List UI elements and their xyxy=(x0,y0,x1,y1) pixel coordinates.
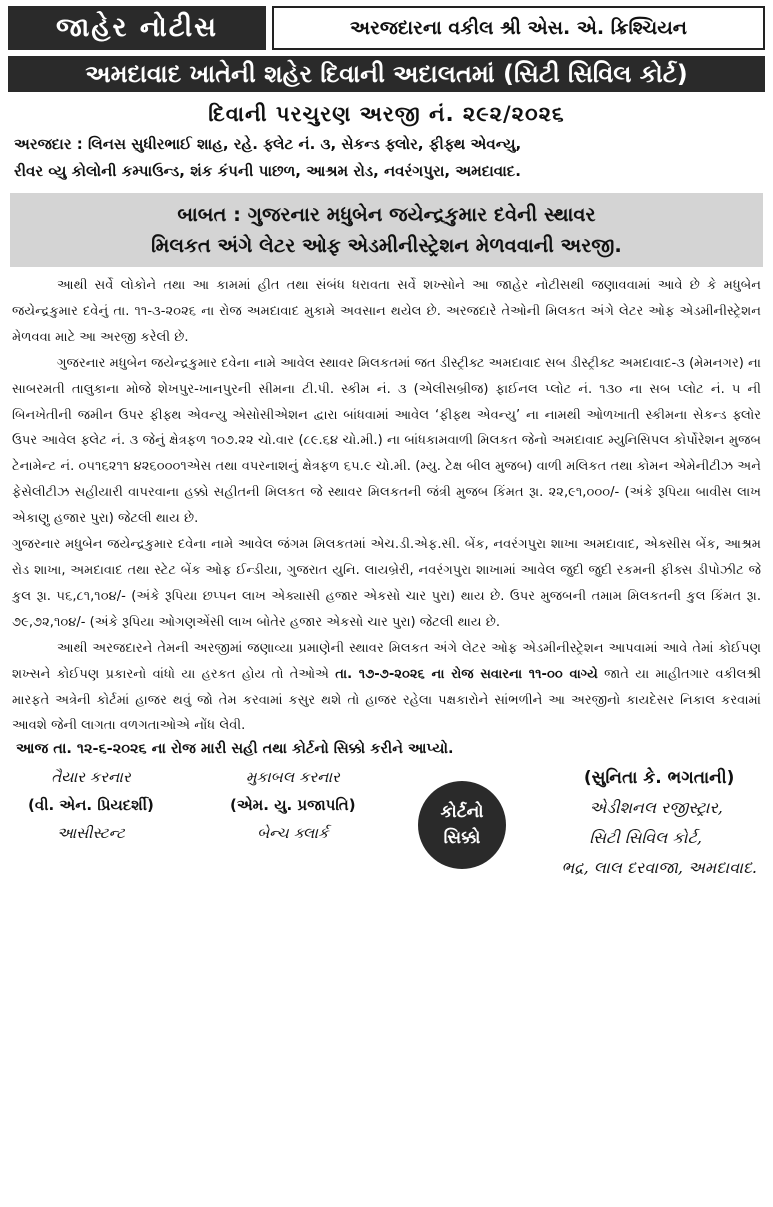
registrar-court: સિટી સિવિલ કોર્ટ, xyxy=(589,828,702,848)
prepared-by-role: આસીસ્ટન્ટ xyxy=(56,824,125,843)
dated-line: આજ તા. ૧૨-૬-૨૦૨૬ ના રોજ મારી સહી તથા કોર્ટનો સિક્કો કરીને આપ્યો. xyxy=(16,741,454,758)
compared-by-label: મુકાબલ કરનાર xyxy=(245,768,340,787)
registrar-name: (સુનિતા કે. ભગતાની) xyxy=(583,768,735,789)
seal-line-2: સિક્કો xyxy=(443,828,481,849)
applicant-line-2: રીવર વ્યુ કોલોની કમ્પાઉન્ડ, શંક કંપની પાછળ, આશ્રમ રોડ, નવરંગપુરા, અમદાવાદ. xyxy=(14,162,521,180)
applicant-line-1: અરજદાર : લિનસ સુધીરભાઈ શાહ, રહે. ફ્લેટ નં. ૩, સેકન્ડ ફ્લોર, ફીફ્થ એવન્યુ, xyxy=(14,135,522,153)
body-paragraph-4 xyxy=(12,636,761,740)
registrar-signature xyxy=(561,763,757,883)
prepared-by-label: તૈયાર કરનાર xyxy=(51,768,131,787)
subject-line-1: બાબત : ગુજરનાર મધુબેન જયેન્દ્રકુમાર દવેની સ્થાવર xyxy=(177,203,596,226)
prepared-by-name: (વી. એન. પ્રિયદર્શી) xyxy=(28,796,154,815)
seal-line-1: કોર્ટનો xyxy=(440,802,484,823)
applicant-details xyxy=(8,131,765,185)
court-seal xyxy=(418,781,506,869)
registrar-address: ભદ્ર, લાલ દરવાજા, અમદાવાદ. xyxy=(561,858,757,878)
notice-title: જાહેર નોટીસ xyxy=(8,6,266,50)
body-paragraph-3: ગુજરનાર મધુબેન જયેન્દ્રકુમાર દવેના નામે આવેલ જંગમ મિલકતમાં એચ.ડી.એફ.સી. બેંક, નવરંગપુરા શાખા અમદાવાદ, એક્સીસ બેંક, આશ્રમ રોડ શાખા, અમદાવાદ તથા સ્ટેટ બેંક ઓફ ઈન્ડીયા, ગુજરાત યુનિ. લાયબ્રેરી, નવરંગપુરા શાખામાં આવેલ જુદી જુદી રકમની ફીક્સ ડીપોઝીટ જે કુલ રૂા. ૫૬,૮૧,૧૦૪/- (અંકે રૂપિયા છપ્પન લાખ એક્યાસી હજાર એકસો ચાર પુરા) થાય છે. ઉપર મુજબની તમામ મિલકતની કુલ કિંમત રૂા. ૭૯,૭૨,૧૦૪/- (અંકે રૂપિયા ઓગણએંસી લાખ બોતેર હજાર એકસો ચાર પુરા) જેટલી થાય છે. xyxy=(12,537,761,630)
advocate-name: અરજદારના વકીલ શ્રી એસ. એ. ક્રિશ્ચિયન xyxy=(272,6,765,50)
prepared-by-signature xyxy=(28,763,154,847)
subject-box xyxy=(10,193,763,267)
subject-line-2: મિલકત અંગે લેટર ઓફ એડમીનીસ્ટ્રેશન મેળવવાની અરજી. xyxy=(151,234,622,257)
compared-by-signature xyxy=(230,763,356,847)
signature-area xyxy=(8,763,765,893)
court-name: અમદાવાદ ખાતેની શહેર દિવાની અદાલતમાં (સિટી સિવિલ કોર્ટ) xyxy=(8,56,765,92)
body-paragraph-4-end: જાતે યા માહીતગાર વકીલશ્રી મારફતે અત્રેની કોર્ટમાં હાજર થવું જો તેમ કરવામાં કસુર થશે તો હાજર રહેલા પક્ષકારોને સાંભળીને આ અરજીનો કાયદેસર નિકાલ કરવામાં આવશે જેની લાગતા વળગતાઓએ નોંધ લેવી. xyxy=(12,666,761,734)
compared-by-role: બેન્ચ ક્લાર્ક xyxy=(257,824,329,843)
body-paragraph-1: આથી સર્વે લોકોને તથા આ કામમાં હીત તથા સંબંધ ધરાવતા સર્વે શખ્સોને આ જાહેર નોટીસથી જણાવવામાં આવે છે કે મધુબેન જયેન્દ્રકુમાર દવેનું તા. ૧૧-૩-૨૦૨૬ ના રોજ અમદાવાદ મુકામે અવસાન થયેલ છે. અરજદારે તેઓની મિલકત અંગે લેટર ઓફ એડમીનીસ્ટ્રેશન મેળવવા માટે આ અરજી કરેલી છે. xyxy=(12,278,761,345)
body-paragraph-2: ગુજરનાર મધુબેન જયેન્દ્રકુમાર દવેના નામે આવેલ સ્થાવર મિલકતમાં જત ડીસ્ટ્રીક્ટ અમદાવાદ સબ ડીસ્ટ્રીક્ટ અમદાવાદ-૩ (મેમનગર) ના સાબરમતી તાલુકાના મોજે શેખપુર-ખાનપુરની સીમના ટી.પી. સ્કીમ નં. ૩ (એલીસબ્રીજ) ફાઈનલ પ્લોટ નં. ૧૩૦ ના સબ પ્લોટ નં. ૫ ની બિનખેતીની જમીન ઉપર ફીફ્થ એવન્યુ એસોસીએશન દ્વારા બાંધવામાં આવેલ ‘ફીફ્થ એવન્યુ’ ના નામથી ઓળખાતી સ્કીમના સેકન્ડ ફ્લોર ઉપર આવેલ ફ્લેટ નં. ૩ જેનું ક્ષેત્રફળ ૧૦૭.૨૨ ચો.વાર (૮૯.૬૪ ચો.મી.) ના બાંધકામવાળી મિલકત જેનો અમદાવાદ મ્યુનિસિપલ કોર્પોરેશન મુજબ ટેનામેન્ટ નં. ૦૫૧૬૨૧૧ ૪૨૬૦૦૦૧એસ તથા વપરનાશનું ક્ષેત્રફળ ૬૫.૯ ચો.મી. (મ્યુ. ટેક્ષ બીલ મુજબ) વાળી મલિકત તથા કોમન એમેનીટીઝ અને ફેસેલીટીઝ સહીયારી વાપરવાના હક્કો સહીતની મિલકત જે સ્થાવર મિલકતની જંત્રી મુજબ કિંમત રૂા. ૨૨,૯૧,૦૦૦/- (અંકે રૂપિયા બાવીસ લાખ એકાણુ હજાર પુરા) જેટલી થાય છે. xyxy=(12,355,761,527)
notice-body xyxy=(8,273,765,739)
header-row xyxy=(8,6,765,50)
body-paragraph-4-start: આથી અરજદારને તેમની અરજીમાં જણાવ્યા પ્રમાણેની સ્થાવર મિલકત અંગે લેટર ઓફ એડમીનીસ્ટ્રેશન આપવામાં આવે તેમાં કોઈપણ શખ્સને કોઈપણ પ્રકારનો વાંધો યા હરકત હોય તો તેઓએ xyxy=(12,640,761,682)
registrar-title: એડીશનલ રજીસ્ટ્રાર, xyxy=(589,798,723,818)
hearing-date: તા. ૧૭-૭-૨૦૨૬ ના રોજ સવારના ૧૧-૦૦ વાગ્યે xyxy=(335,666,598,682)
application-number: દિવાની પરચુરણ અરજી નં. ૨૯૨/૨૦૨૬ xyxy=(208,102,565,126)
compared-by-name: (એમ. યુ. પ્રજાપતિ) xyxy=(230,796,356,815)
